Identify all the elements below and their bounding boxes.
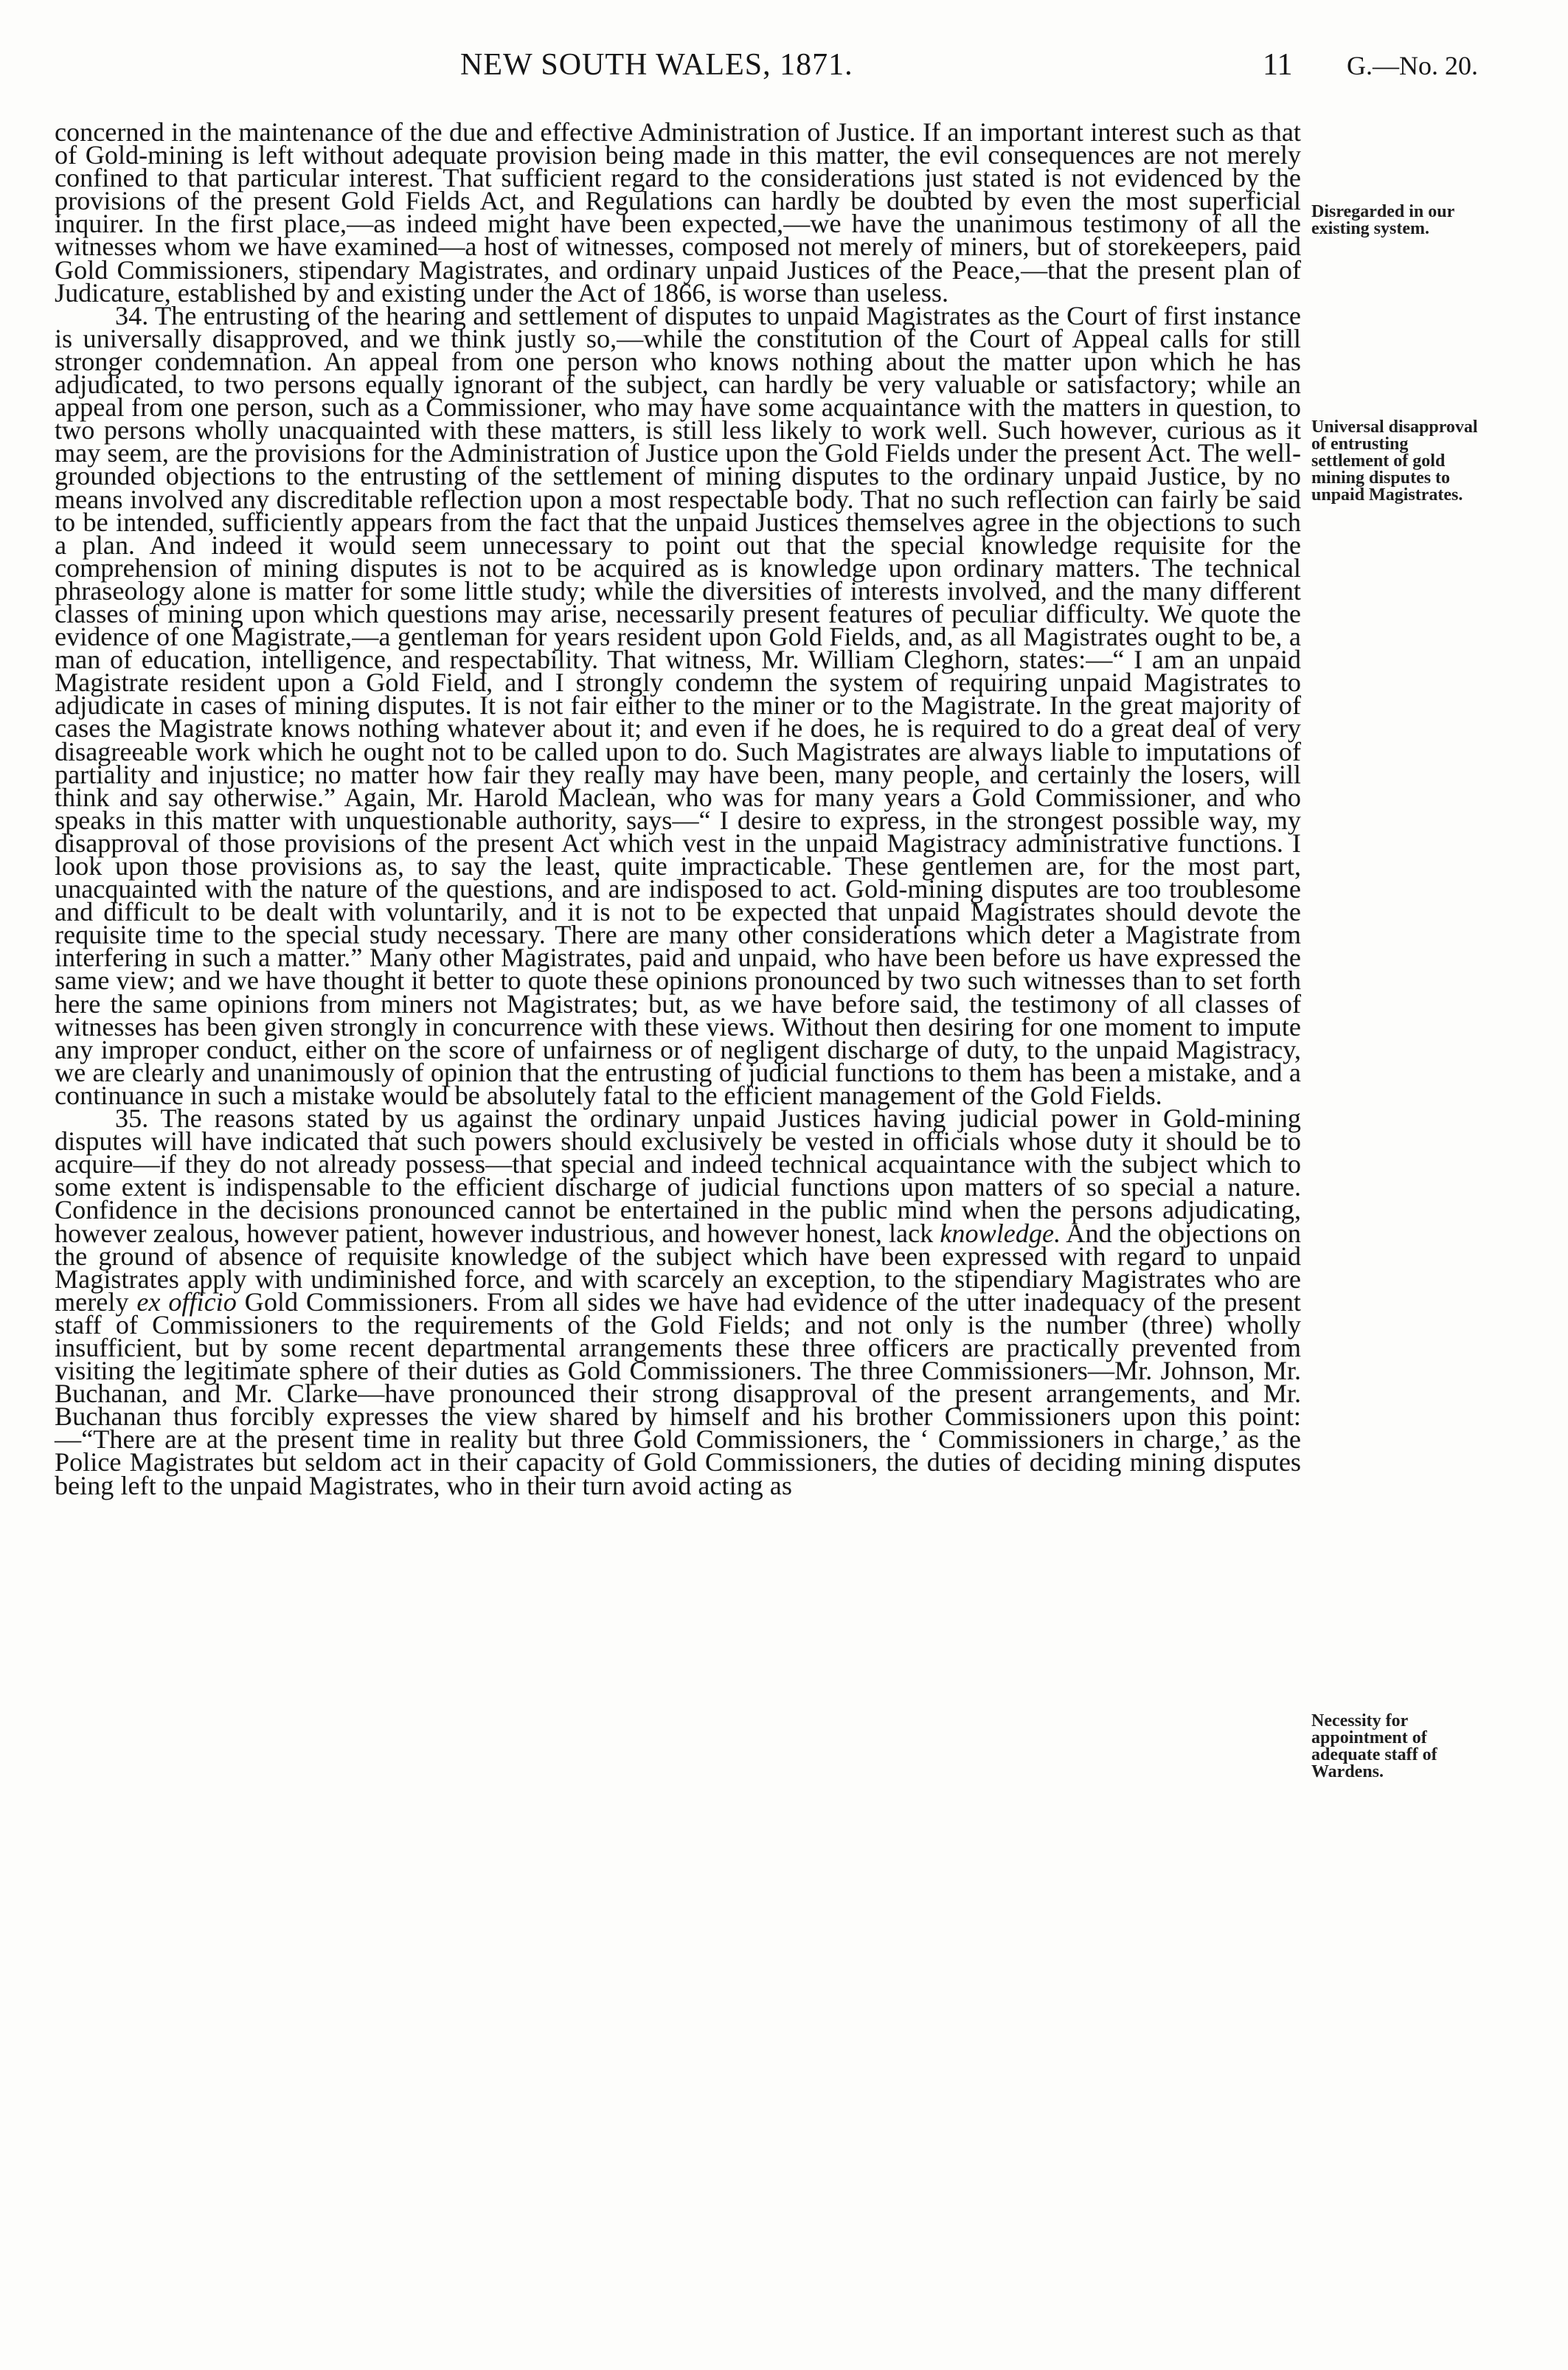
margin-note-necessity-wardens: Necessity for appointment of adequate staff of Wardens. <box>1311 1711 1437 1781</box>
paragraph-35-text-c: Gold Commissioners. From all sides we have had evidence of the utter inadequacy of the present staff of Commissioners to the requirements of the Gold Fields; and not only is the number (three) wholly insufficient, but by some recent departmental arrangements these three officers are practically prevented from visiting the legitimate sphere of their duties as Gold Commissioners. The three Commissioners—Mr. Johnson, Mr. Buchanan, and Mr. Clarke—have pronounced their strong disapproval of the present arrangements, and Mr. Buchanan thus forcibly expresses the view shared by himself and his brother Commissioners upon this point:—“There are at the present time in reality but three Gold Commissioners, the ‘ Commissioners in charge,’ as the Police Magistrates but seldom act in their capacity of Gold Commissioners, the duties of deciding mining disputes being left to the unpaid Magistrates, who in their turn avoid acting as <box>55 1286 1301 1500</box>
paragraph-35-text-a: 35. The reasons stated by us against the ordinary unpaid Justices having judicial power in Gold-mining disputes will have indicated that such powers should exclusively be vested in officials whose duty it should be to acquire—if they do not already possess—that special and indeed technical acquaintance with the subject which to some extent is indispensable to the efficient discharge of judicial functions upon matters of so special a nature. Confidence in the decisions pronounced cannot be entertained in the public mind when the persons adjudicating, however zealous, however patient, however industrious, and however honest, lack <box>55 1103 1301 1248</box>
italic-ex-officio: ex officio <box>136 1286 237 1317</box>
body-text <box>55 117 1302 1500</box>
paragraph-35-text-b: And the objections on the ground of absence of requisite knowledge of the subject which have been expressed with regard to unpaid Magistrates apply with undiminished force, and with scarcely an exception, to the stipendiary Magistrates who are merely <box>55 1218 1302 1317</box>
header-title: NEW SOUTH WALES, 1871. <box>460 48 853 82</box>
series-number: G.—No. 20. <box>1347 51 1478 80</box>
margin-note-universal-disapproval: Universal disapproval of entrusting settlement of gold mining disputes to unpaid Magistrates. <box>1311 417 1478 505</box>
margin-note-disregarded: Disregarded in our existing system. <box>1311 202 1454 238</box>
italic-knowledge: knowledge. <box>940 1218 1061 1248</box>
paragraph-34: 34. The entrusting of the hearing and settlement of disputes to unpaid Magistrates as the Court of first instance is universally disapproved, and we think justly so,—while the constitution of the Court of Appeal calls for still stronger condemnation. An appeal from one person who knows nothing about the matter upon which he has adjudicated, to two persons equally ignorant of the subject, can hardly be very valuable or satisfactory; while an appeal from one person, such as a Commissioner, who may have some acquaintance with the matters in question, to two persons wholly unacquainted with these matters, is still less likely to work well. Such however, curious as it may seem, are the provisions for the Administration of Justice upon the Gold Fields under the present Act. The well-grounded objections to the entrusting of the settlement of mining disputes to the ordinary unpaid Justice, by no means involved any discreditable reflection upon a most respectable body. That no such reflection can fairly be said to be intended, sufficiently appears from the fact that the unpaid Justices themselves agree in the objections to such a plan. And indeed it would seem unnecessary to point out that the special knowledge requisite for the comprehension of mining disputes is not to be acquired as is knowledge upon ordinary matters. The technical phraseology alone is matter for some little study; while the diversities of interests involved, and the many different classes of mining upon which questions may arise, necessarily present features of peculiar difficulty. We quote the evidence of one Magistrate,—a gentleman for years resident upon Gold Fields, and, as all Magistrates ought to be, a man of education, intelligence, and respectability. That witness, Mr. William Cleghorn, states:—“ I am an unpaid Magistrate resident upon a Gold Field, and I strongly condemn the system of requiring unpaid Magistrates to adjudicate in cases of mining disputes. It is not fair either to the miner or to the Magistrate. In the great majority of cases the Magistrate knows nothing whatever about it; and even if he does, he is required to do a great deal of very disagreeable work which he ought not to be called upon to do. Such Magistrates are always liable to imputations of partiality and injustice; no matter how fair they really may have been, many people, and certainly the losers, will think and say otherwise.” Again, Mr. Harold Maclean, who was for many years a Gold Commissioner, and who speaks in this matter with unquestionable authority, says—“ I desire to express, in the strongest possible way, my disapproval of those provisions of the present Act which vest in the unpaid Magistracy administrative functions. I look upon those provisions as, to say the least, quite impracticable. These gentlemen are, for the most part, unacquainted with the nature of the questions, and are indisposed to act. Gold-mining disputes are too troublesome and difficult to be dealt with voluntarily, and it is not to be expected that unpaid Magistrates should devote the requisite time to the special study necessary. There are many other considerations which deter a Magistrate from interfering in such a matter.” Many other Magistrates, paid and unpaid, who have been before us have expressed the same view; and we have thought it better to quote these opinions pronounced by two such witnesses than to set forth here the same opinions from miners not Magistrates; but, as we have before said, the testimony of all classes of witnesses has been given strongly in concurrence with these views. Without then desiring for one moment to impute any improper conduct, either on the score of unfairness or of negligent discharge of duty, to the unpaid Magistracy, we are clearly and unanimously of opinion that the entrusting of judicial functions to them has been a mistake, and a continuance in such a mistake would be absolutely fatal to the efficient management of the Gold Fields. <box>55 300 1301 1110</box>
paragraph-35 <box>55 1103 1302 1500</box>
paragraph-33-continued: concerned in the maintenance of the due and effective Administration of Justice. If an important interest such as that of Gold-mining is left without adequate provision being made in this matter, the evil consequences are not merely confined to that particular interest. That sufficient regard to the considerations just stated is not evidenced by the provisions of the present Gold Fields Act, and Regulations can hardly be doubted by even the most superficial inquirer. In the first place,—as indeed might have been expected,—we have the unanimous testimony of all the witnesses whom we have examined—a host of witnesses, composed not merely of miners, but of storekeepers, paid Gold Commissioners, stipendary Magistrates, and ordinary unpaid Justices of the Peace,—that the present plan of Judicature, established by and existing under the Act of 1866, is worse than useless. <box>55 117 1301 308</box>
page-number: 11 <box>1263 48 1293 82</box>
page-header <box>0 47 1568 91</box>
